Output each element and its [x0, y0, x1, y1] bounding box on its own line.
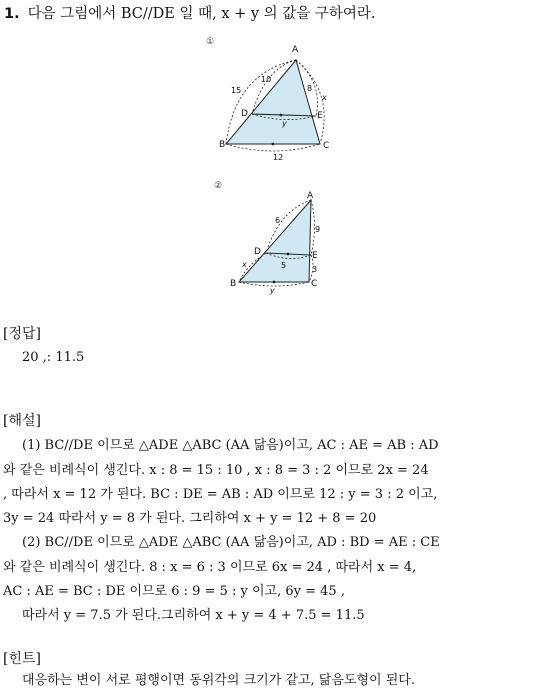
length-ad: 6	[275, 216, 281, 225]
length-ae: 8	[307, 84, 313, 93]
vertex-c: C	[323, 141, 330, 151]
question-text: 다음 그림에서 BC//DE 일 때, x + y 의 값을 구하여라.	[27, 6, 376, 22]
solution-line-8: 따라서 y = 7.5 가 된다.그리하여 x + y = 4 + 7.5 = 11.5	[22, 608, 365, 623]
solution-line-2: 와 같은 비례식이 생긴다. x : 8 = 15 : 10 , x : 8 = 3 : 2 이므로 2x = 24	[3, 463, 429, 478]
vertex-a: A	[292, 45, 299, 55]
vertex-e: E	[312, 251, 318, 261]
triangle-fill	[226, 60, 320, 144]
length-de: 5	[281, 261, 287, 270]
arc-ae	[311, 200, 315, 255]
length-bc: 12	[273, 153, 284, 162]
solution-line-6: 와 같은 비례식이 생긴다. 8 : x = 6 : 3 이므로 6x = 24 , 따라서 x = 4,	[3, 560, 417, 575]
vertex-e: E	[317, 111, 323, 121]
vertex-c: C	[311, 279, 318, 289]
solution-line-1: (1) BC//DE 이므로 △ADE △ABC (AA 닮음)이고, AC : AE = AB : AD	[22, 438, 439, 453]
solution-heading: [해설]	[3, 413, 41, 429]
figure2-diagram	[224, 186, 324, 296]
answer-value: 20 ,: 11.5	[22, 350, 85, 365]
question-line	[4, 2, 376, 23]
length-ab: 15	[231, 86, 242, 95]
label-y: y	[270, 286, 275, 295]
length-ad: 10	[261, 75, 272, 84]
question-number: 1.	[4, 6, 20, 22]
label-x: x	[322, 93, 327, 102]
figure2-label: ②	[214, 181, 223, 191]
solution-line-4: 3y = 24 따라서 y = 8 가 된다. 그리하여 x + y = 12 + 8 = 20	[3, 511, 377, 526]
solution-line-3: , 따라서 x = 12 가 된다. BC : DE = AB : AD 이므로 12 : y = 3 : 2 이고,	[3, 487, 438, 502]
length-ae: 9	[315, 225, 321, 234]
label-y: y	[282, 119, 287, 128]
length-ec: 3	[312, 265, 318, 274]
figure1-label: ①	[206, 37, 215, 47]
vertex-d: D	[254, 247, 261, 257]
answer-heading: [정답]	[3, 326, 41, 342]
vertex-b: B	[230, 279, 237, 289]
solution-line-5: (2) BC//DE 이므로 △ADE △ABC (AA 닮음)이고, AD : BD = AE : CE	[22, 535, 440, 550]
figure1-diagram	[215, 38, 340, 168]
hint-text: 대응하는 변이 서로 평행이면 동위각의 크기가 같고, 닮음도형이 된다.	[22, 673, 415, 688]
label-x: x	[242, 260, 247, 269]
vertex-b: B	[219, 140, 226, 150]
vertex-a: A	[307, 191, 314, 201]
vertex-d: D	[241, 109, 248, 119]
hint-heading: [힌트]	[3, 651, 41, 667]
solution-line-7: AC : AE = BC : DE 이므로 6 : 9 = 5 : y 이고, 6y = 45 ,	[3, 584, 345, 599]
